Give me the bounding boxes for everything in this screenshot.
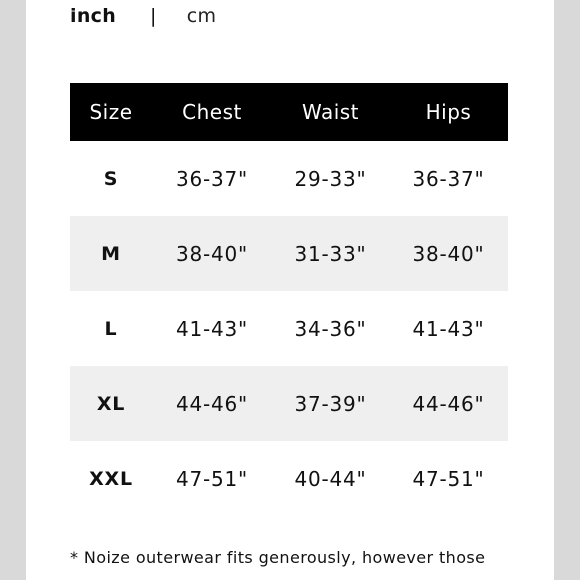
size-cell: M bbox=[70, 216, 152, 291]
unit-separator: | bbox=[150, 5, 157, 27]
size-chart-panel bbox=[26, 0, 554, 580]
hips-cell: 44-46" bbox=[389, 366, 508, 441]
chest-cell: 47-51" bbox=[175, 466, 249, 491]
unit-toggle bbox=[70, 2, 216, 30]
header-hips: Hips bbox=[389, 83, 508, 141]
hips-cell: 36-37" bbox=[412, 166, 485, 191]
chest-cell: 36-37" bbox=[175, 166, 249, 191]
hips-cell: 47-51" bbox=[412, 466, 485, 491]
header-size: Size bbox=[70, 83, 152, 141]
chest-cell: 38-40" bbox=[152, 216, 272, 291]
size-table bbox=[70, 83, 508, 516]
size-cell: L bbox=[104, 317, 118, 340]
table-row bbox=[70, 141, 508, 216]
waist-cell: 31-33" bbox=[272, 216, 389, 291]
size-cell: XL bbox=[70, 366, 152, 441]
size-cell: S bbox=[103, 167, 119, 190]
hips-cell: 38-40" bbox=[389, 216, 508, 291]
unit-cm-option[interactable]: cm bbox=[186, 5, 217, 27]
chest-cell: 41-43" bbox=[175, 316, 249, 341]
header-waist: Waist bbox=[272, 83, 389, 141]
waist-cell: 34-36" bbox=[294, 316, 367, 341]
waist-cell: 37-39" bbox=[272, 366, 389, 441]
hips-cell: 41-43" bbox=[412, 316, 485, 341]
size-table-body bbox=[70, 141, 508, 516]
waist-cell: 40-44" bbox=[294, 466, 367, 491]
fit-footnote: * Noize outerwear fits generously, however those bbox=[70, 548, 486, 567]
table-row bbox=[70, 291, 508, 366]
size-table-header bbox=[70, 83, 508, 141]
header-chest: Chest bbox=[152, 83, 272, 141]
chest-cell: 44-46" bbox=[152, 366, 272, 441]
size-cell: XXL bbox=[89, 467, 133, 490]
waist-cell: 29-33" bbox=[294, 166, 367, 191]
table-row bbox=[70, 441, 508, 516]
table-row bbox=[70, 366, 508, 441]
unit-inch-option[interactable]: inch bbox=[70, 5, 117, 27]
table-row bbox=[70, 216, 508, 291]
header-row bbox=[70, 83, 508, 141]
